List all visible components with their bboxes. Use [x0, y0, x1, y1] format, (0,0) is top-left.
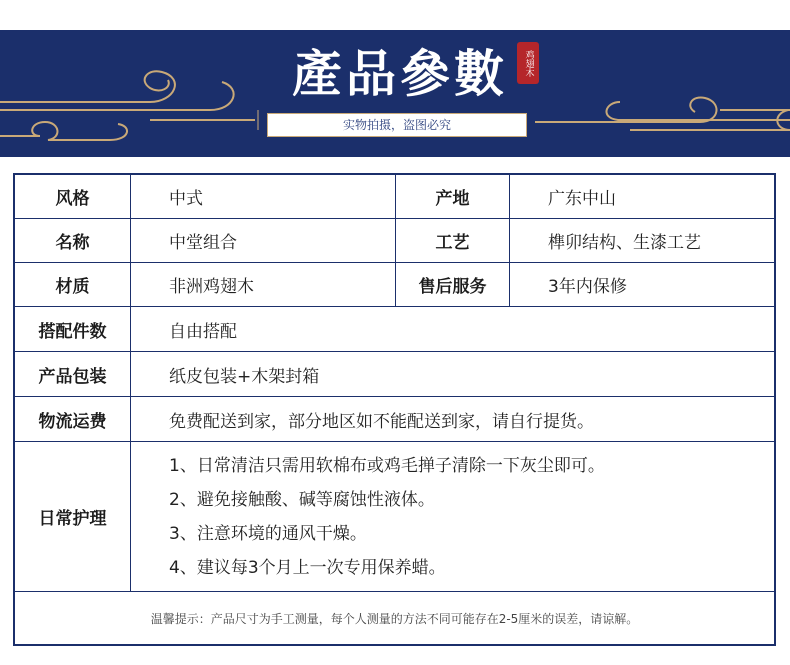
parts-value: 自由搭配 — [169, 321, 237, 342]
logistics-label: 物流运费 — [15, 397, 131, 441]
logistics-value: 免费配送到家，部分地区如不能配送到家，请自行提货。 — [169, 411, 594, 432]
subtitle-box — [267, 113, 527, 137]
parts-label: 搭配件数 — [15, 307, 131, 351]
material-label: 材质 — [15, 263, 131, 306]
care-list — [131, 442, 774, 591]
name-value: 中堂组合 — [131, 219, 396, 262]
seal-stamp: 鸡翅木 — [517, 42, 539, 84]
care-label: 日常护理 — [15, 442, 131, 591]
table-row — [15, 307, 774, 352]
page-title: 產品參數 — [292, 44, 508, 103]
table-row — [15, 263, 774, 307]
table-row — [15, 592, 774, 644]
material-value: 非洲鸡翅木 — [131, 263, 396, 306]
table-row — [15, 442, 774, 592]
origin-value: 广东中山 — [548, 189, 616, 209]
table-row — [15, 352, 774, 397]
style-value: 中式 — [131, 175, 396, 218]
spec-table — [13, 173, 776, 646]
care-item: 2、避免接触酸、碱等腐蚀性液体。 — [169, 489, 435, 510]
subtitle: 实物拍摄，盗图必究 — [342, 118, 451, 132]
package-label: 产品包装 — [15, 352, 131, 396]
service-label: 售后服务 — [396, 263, 510, 306]
note-text: 温馨提示：产品尺寸为手工测量，每个人测量的方法不同可能存在2-5厘米的误差，请谅解。 — [150, 612, 639, 626]
craft-value: 榫卯结构、生漆工艺 — [548, 233, 701, 253]
care-item: 3、注意环境的通风干燥。 — [169, 523, 367, 544]
care-item: 1、日常清洁只需用软棉布或鸡毛掸子清除一下灰尘即可。 — [169, 455, 605, 476]
service-value: 3年内保修 — [548, 277, 627, 297]
table-row — [15, 219, 774, 263]
origin-label: 产地 — [396, 175, 510, 218]
table-row — [15, 175, 774, 219]
craft-label: 工艺 — [396, 219, 510, 262]
package-value: 纸皮包装+木架封箱 — [169, 366, 320, 387]
name-label: 名称 — [15, 219, 131, 262]
style-label: 风格 — [15, 175, 131, 218]
table-row — [15, 397, 774, 442]
header-banner — [0, 30, 790, 157]
care-item: 4、建议每3个月上一次专用保养蜡。 — [169, 557, 446, 578]
